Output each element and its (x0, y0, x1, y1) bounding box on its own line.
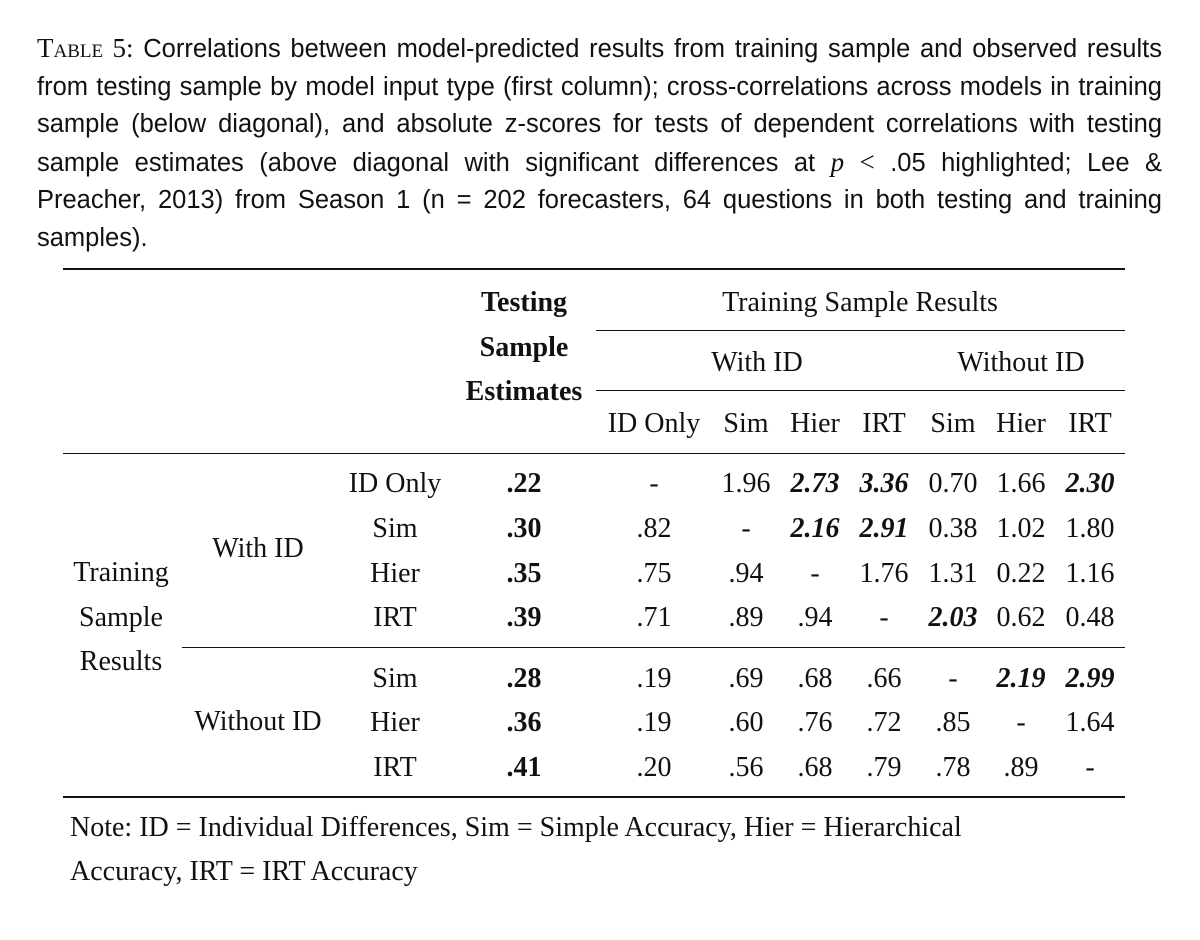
id-group-header-rule (596, 390, 1125, 391)
row-label: Sim (372, 513, 418, 544)
table-cell: 0.38 (928, 513, 978, 544)
significant-cell: 3.36 (859, 468, 909, 499)
column-header: IRT (1068, 408, 1112, 439)
column-header: ID Only (607, 408, 701, 439)
column-header: Hier (996, 408, 1046, 439)
header-bottom-rule (63, 453, 1125, 454)
table-cell: .56 (728, 752, 764, 783)
table-note (70, 806, 1070, 894)
stub-without-id: Without ID (194, 706, 322, 737)
table-cell: .68 (797, 663, 833, 694)
caption-text-part1: Correlations between model-predicted results from training sample and observed results from testing sample by model input type (first column); cross-correlations across models in training sample (below diagonal), and absolute z-scores for tests of dependent correlations with testing sample estimates (above diagonal with significant differences at (37, 35, 1162, 177)
testing-header-line2: Sample (479, 332, 569, 363)
table-bottom-rule (63, 796, 1125, 798)
table-cell: - (810, 558, 820, 589)
significant-cell: 2.99 (1065, 663, 1115, 694)
testing-estimate: .30 (506, 513, 542, 544)
testing-estimate: .41 (506, 752, 542, 783)
testing-estimate: .22 (506, 468, 542, 499)
testing-estimate: .35 (506, 558, 542, 589)
table-cell: - (741, 513, 751, 544)
row-label: Sim (372, 663, 418, 694)
table-cell: - (948, 663, 958, 694)
table-cell: 1.02 (996, 513, 1046, 544)
significant-cell: 2.16 (790, 513, 840, 544)
stub-outer-line1: Training (73, 557, 169, 588)
table-cell: .94 (728, 558, 764, 589)
column-header: Sim (723, 408, 769, 439)
significant-cell: 2.19 (996, 663, 1046, 694)
table-cell: 1.96 (721, 468, 771, 499)
table-cell: .76 (797, 707, 833, 738)
row-label: IRT (373, 602, 417, 633)
table-cell: .94 (797, 602, 833, 633)
table-cell: .85 (935, 707, 971, 738)
stub-with-id: With ID (212, 533, 304, 564)
significant-cell: 2.30 (1065, 468, 1115, 499)
row-label: Hier (370, 707, 420, 738)
table-cell: 1.66 (996, 468, 1046, 499)
caption-p-operator: < (859, 146, 875, 177)
table-cell: - (1085, 752, 1095, 783)
row-label: IRT (373, 752, 417, 783)
testing-header-line3: Estimates (465, 376, 583, 407)
column-header: Sim (930, 408, 976, 439)
table-cell: 0.22 (996, 558, 1046, 589)
table-top-rule (63, 268, 1125, 270)
significant-cell: 2.73 (790, 468, 840, 499)
row-label: Hier (370, 558, 420, 589)
with-id-header: With ID (711, 347, 803, 378)
training-results-header: Training Sample Results (722, 287, 998, 318)
stub-outer-line3: Results (79, 646, 163, 677)
table-cell: - (1016, 707, 1026, 738)
stub-outer-line2: Sample (79, 602, 163, 633)
caption-text-part2: .05 highlighted; Lee & Preacher, 2013) from Season 1 (n = 202 forecasters, 64 questions in both testing and training samples). (37, 148, 1162, 252)
table-cell: .69 (728, 663, 764, 694)
table-cell: .71 (636, 602, 672, 633)
table-cell: .89 (1003, 752, 1039, 783)
table-cell: 0.62 (996, 602, 1046, 633)
table-caption (37, 30, 1162, 257)
table-cell: 1.64 (1065, 707, 1115, 738)
table-cell: 1.76 (859, 558, 909, 589)
table-label: Table 5: (37, 33, 134, 63)
testing-header-line1: Testing (480, 287, 568, 318)
without-id-header: Without ID (957, 347, 1085, 378)
table-cell: 1.31 (928, 558, 978, 589)
table-cell: .19 (636, 663, 672, 694)
table-cell: - (649, 468, 659, 499)
table-cell: .89 (728, 602, 764, 633)
training-header-rule (596, 330, 1125, 331)
table-cell: .82 (636, 513, 672, 544)
note-line1: Note: ID = Individual Differences, Sim = Simple Accuracy, Hier = Hierarchical (70, 812, 962, 843)
caption-p-variable: p (830, 146, 845, 177)
table-cell: .79 (866, 752, 902, 783)
table-cell: .75 (636, 558, 672, 589)
table-cell: .72 (866, 707, 902, 738)
column-header: Hier (790, 408, 840, 439)
table-cell: .68 (797, 752, 833, 783)
testing-estimate: .39 (506, 602, 542, 633)
significant-cell: 2.91 (859, 513, 909, 544)
table-cell: .20 (636, 752, 672, 783)
testing-estimate: .28 (506, 663, 542, 694)
table-cell: .78 (935, 752, 971, 783)
table-cell: .60 (728, 707, 764, 738)
table-cell: .19 (636, 707, 672, 738)
table-cell: 1.16 (1065, 558, 1115, 589)
group-separator-rule (182, 647, 1125, 648)
table-cell: 0.48 (1065, 602, 1115, 633)
table-cell: - (879, 602, 889, 633)
note-line2: Accuracy, IRT = IRT Accuracy (70, 856, 418, 887)
testing-estimate: .36 (506, 707, 542, 738)
column-header: IRT (862, 408, 906, 439)
table-cell: 1.80 (1065, 513, 1115, 544)
table-cell: .66 (866, 663, 902, 694)
row-label: ID Only (348, 468, 442, 499)
significant-cell: 2.03 (928, 602, 978, 633)
table-cell: 0.70 (928, 468, 978, 499)
